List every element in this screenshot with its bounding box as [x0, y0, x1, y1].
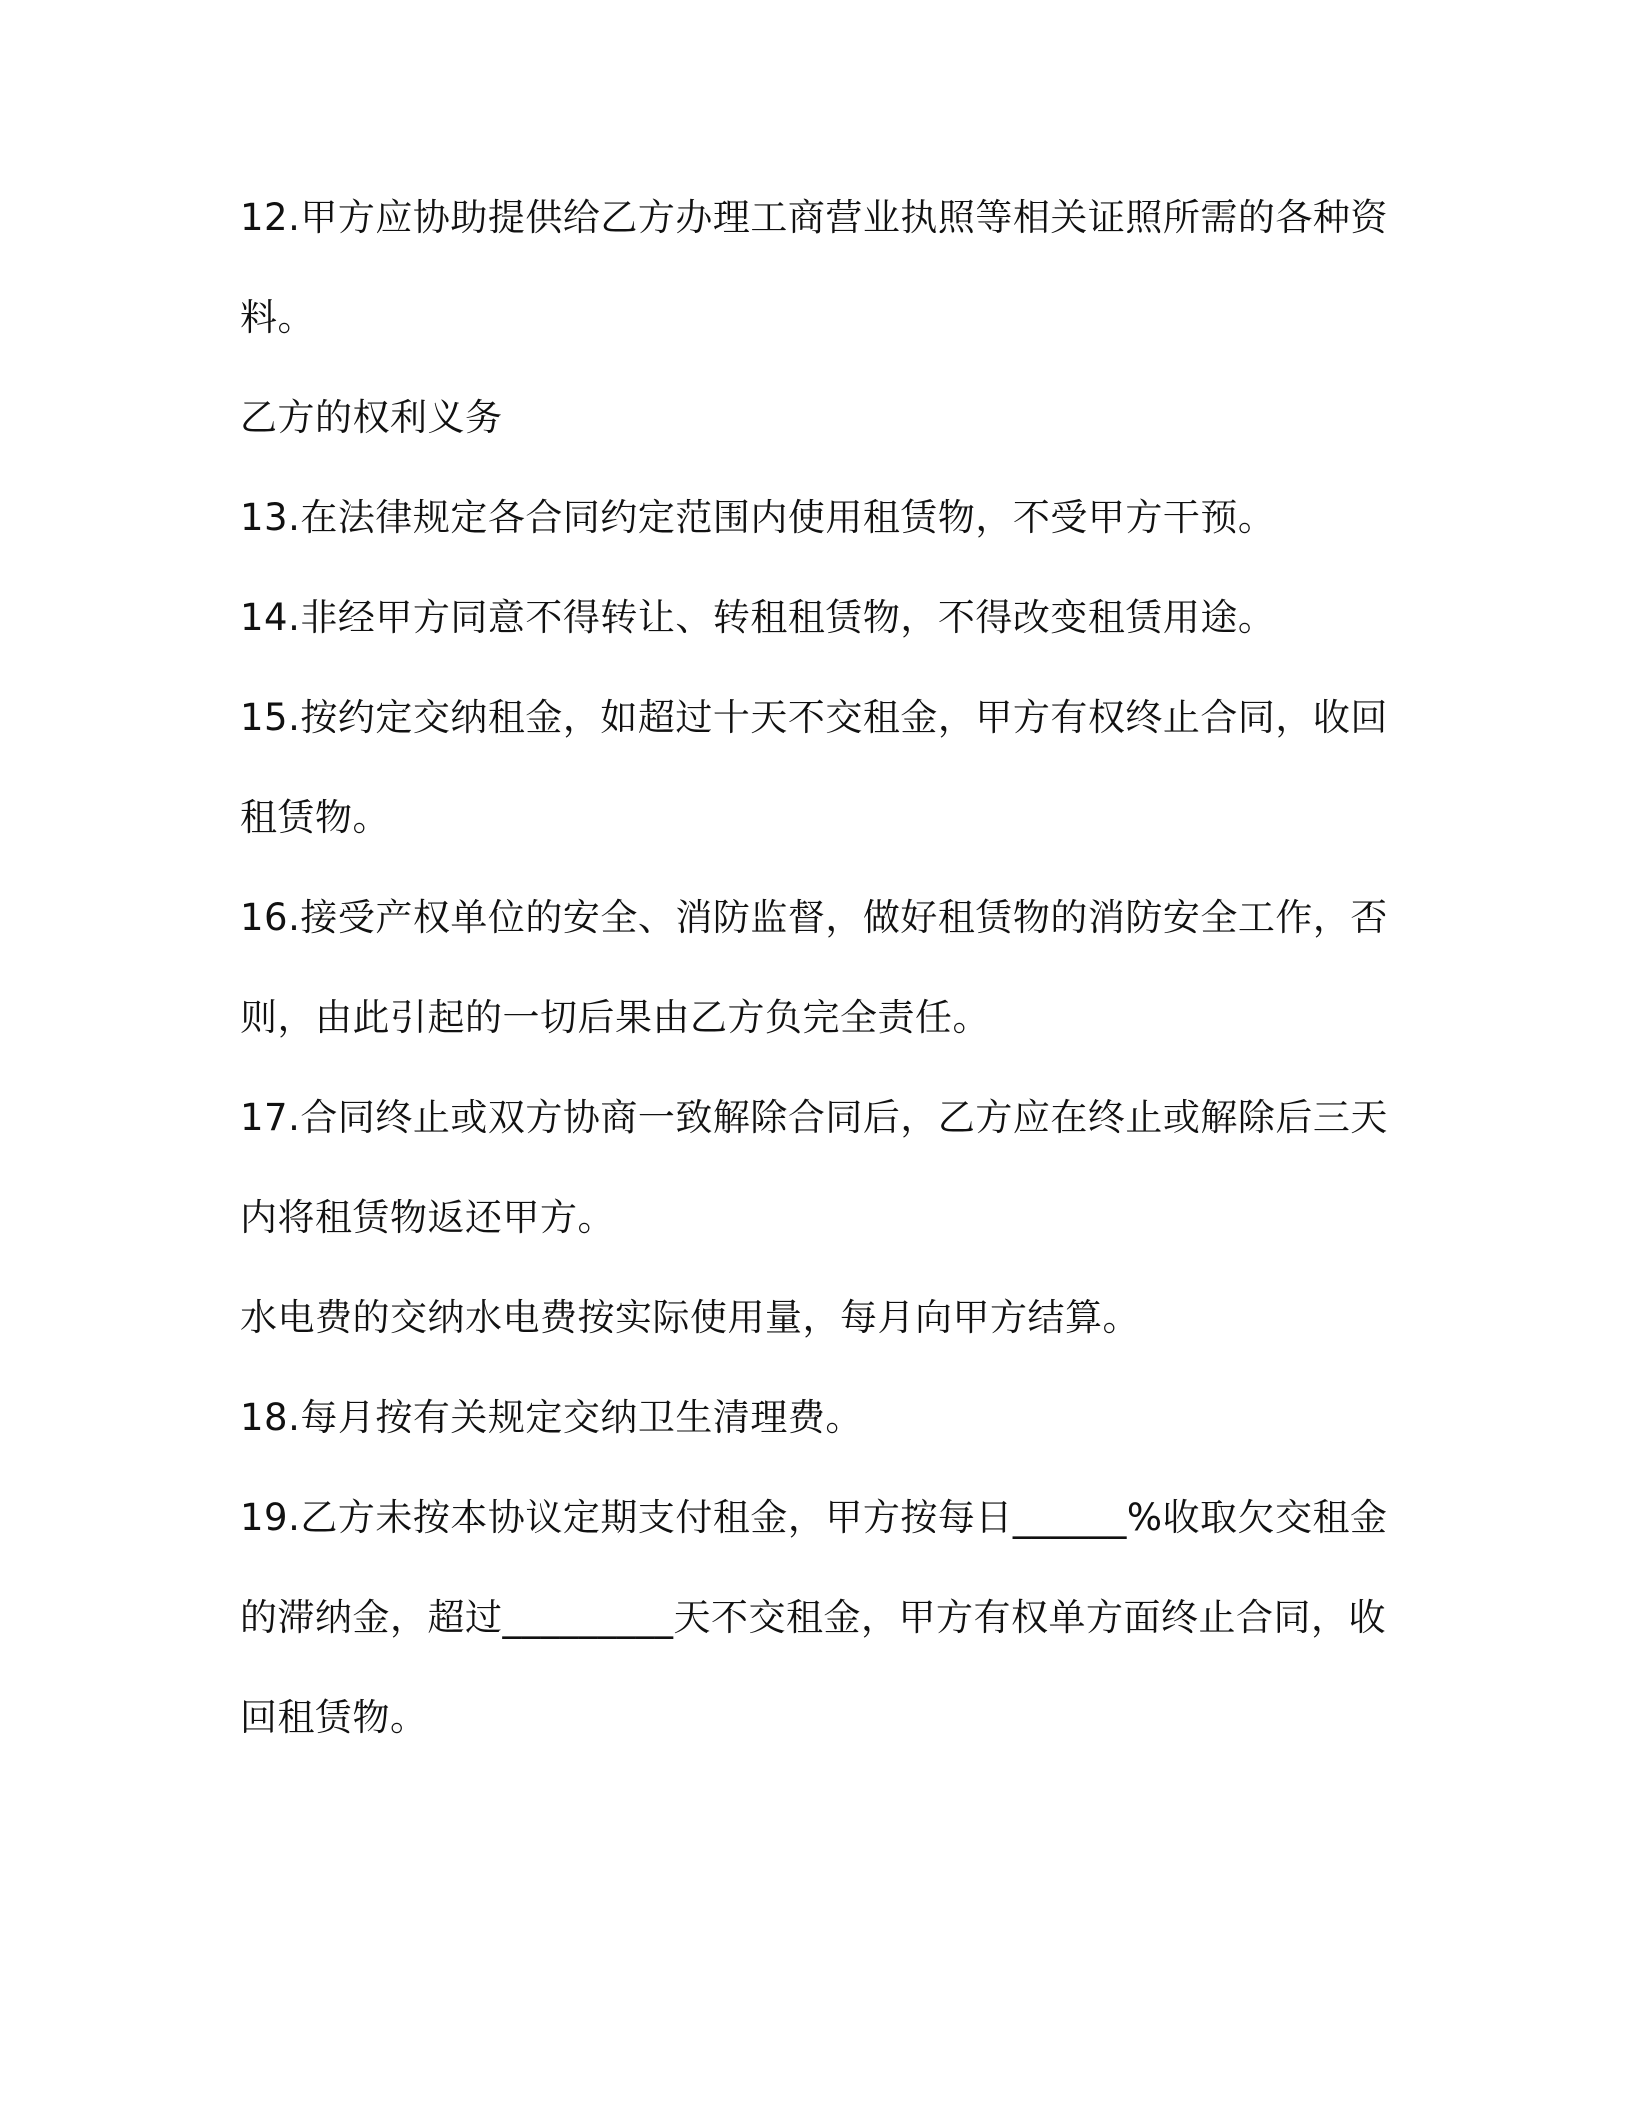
clause-16-line-1: 16.接受产权单位的安全、消防监督，做好租赁物的消防安全工作，否 — [240, 896, 1388, 939]
clause-13: 13.在法律规定各合同约定范围内使用租赁物，不受甲方干预。 — [240, 496, 1276, 539]
clause-14: 14.非经甲方同意不得转让、转租租赁物，不得改变租赁用途。 — [240, 596, 1276, 639]
clause-16-line-2: 则，由此引起的一切后果由乙方负完全责任。 — [240, 996, 990, 1039]
clause-17-line-2: 内将租赁物返还甲方。 — [240, 1196, 615, 1239]
clause-19-line-2: 的滞纳金，超过_________天不交租金，甲方有权单方面终止合同，收 — [240, 1596, 1386, 1639]
clause-19-line-3: 回租赁物。 — [240, 1696, 428, 1739]
section-heading-party-b-rights: 乙方的权利义务 — [240, 396, 503, 439]
clause-17-line-1: 17.合同终止或双方协商一致解除合同后，乙方应在终止或解除后三天 — [240, 1096, 1388, 1139]
clause-18: 18.每月按有关规定交纳卫生清理费。 — [240, 1396, 863, 1439]
clause-12-line-2: 料。 — [240, 296, 315, 339]
clause-12-line-1: 12.甲方应协助提供给乙方办理工商营业执照等相关证照所需的各种资 — [240, 196, 1388, 239]
clause-15-line-2: 租赁物。 — [240, 796, 390, 839]
clause-15-line-1: 15.按约定交纳租金，如超过十天不交租金，甲方有权终止合同，收回 — [240, 696, 1388, 739]
utility-fee-paragraph: 水电费的交纳水电费按实际使用量，每月向甲方结算。 — [240, 1296, 1140, 1339]
clause-19-line-1: 19.乙方未按本协议定期支付租金，甲方按每日______%收取欠交租金 — [240, 1496, 1388, 1539]
